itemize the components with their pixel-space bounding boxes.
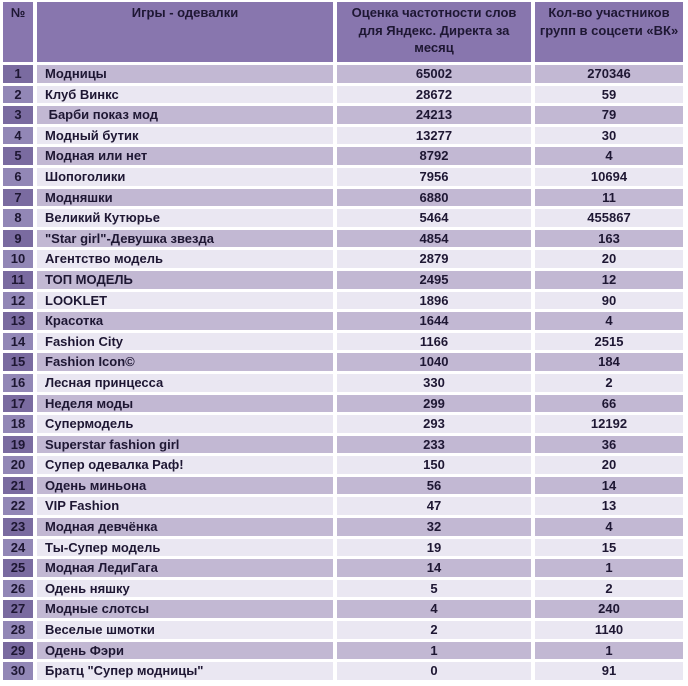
table-row	[3, 518, 683, 536]
frequency-value: 4854	[337, 230, 531, 248]
game-name: VIP Fashion	[37, 497, 333, 515]
frequency-value: 28672	[337, 86, 531, 104]
row-number: 1	[3, 65, 33, 83]
vk-members-value: 13	[535, 497, 683, 515]
row-number: 21	[3, 477, 33, 495]
row-number: 27	[3, 600, 33, 618]
vk-members-value: 2	[535, 580, 683, 598]
table-row	[3, 271, 683, 289]
table-row	[3, 539, 683, 557]
game-name: Fashion City	[37, 333, 333, 351]
frequency-value: 1166	[337, 333, 531, 351]
vk-members-value: 79	[535, 106, 683, 124]
vk-members-value: 11	[535, 189, 683, 207]
row-number: 17	[3, 395, 33, 413]
table-row	[3, 86, 683, 104]
table-row	[3, 497, 683, 515]
frequency-value: 1896	[337, 292, 531, 310]
table-row	[3, 333, 683, 351]
table-row	[3, 477, 683, 495]
vk-members-value: 30	[535, 127, 683, 145]
frequency-value: 5464	[337, 209, 531, 227]
vk-members-value: 270346	[535, 65, 683, 83]
vk-members-value: 90	[535, 292, 683, 310]
vk-members-value: 1140	[535, 621, 683, 639]
row-number: 26	[3, 580, 33, 598]
row-number: 24	[3, 539, 33, 557]
vk-members-value: 12	[535, 271, 683, 289]
game-name: Модная или нет	[37, 147, 333, 165]
frequency-value: 13277	[337, 127, 531, 145]
row-number: 6	[3, 168, 33, 186]
vk-members-value: 184	[535, 353, 683, 371]
column-header-game-name: Игры - одевалки	[37, 2, 333, 62]
row-number: 15	[3, 353, 33, 371]
vk-members-value: 240	[535, 600, 683, 618]
table-row	[3, 395, 683, 413]
row-number: 2	[3, 86, 33, 104]
frequency-value: 19	[337, 539, 531, 557]
frequency-value: 330	[337, 374, 531, 392]
row-number: 11	[3, 271, 33, 289]
vk-members-value: 1	[535, 559, 683, 577]
frequency-value: 56	[337, 477, 531, 495]
vk-members-value: 20	[535, 250, 683, 268]
frequency-value: 14	[337, 559, 531, 577]
table-row	[3, 230, 683, 248]
table-row	[3, 106, 683, 124]
table-row	[3, 147, 683, 165]
frequency-value: 2495	[337, 271, 531, 289]
vk-members-value: 14	[535, 477, 683, 495]
vk-members-value: 36	[535, 436, 683, 454]
vk-members-value: 4	[535, 312, 683, 330]
game-name: Одень миньона	[37, 477, 333, 495]
row-number: 3	[3, 106, 33, 124]
table-row	[3, 559, 683, 577]
table-row	[3, 65, 683, 83]
game-name: Неделя моды	[37, 395, 333, 413]
row-number: 28	[3, 621, 33, 639]
row-number: 22	[3, 497, 33, 515]
row-number: 19	[3, 436, 33, 454]
table-row	[3, 415, 683, 433]
row-number: 8	[3, 209, 33, 227]
vk-members-value: 91	[535, 662, 683, 680]
table-row	[3, 250, 683, 268]
row-number: 7	[3, 189, 33, 207]
game-name: Клуб Винкс	[37, 86, 333, 104]
game-name: Одень Фэри	[37, 642, 333, 660]
game-name: Ты-Супер модель	[37, 539, 333, 557]
table-row	[3, 580, 683, 598]
frequency-value: 65002	[337, 65, 531, 83]
frequency-value: 7956	[337, 168, 531, 186]
vk-members-value: 4	[535, 518, 683, 536]
frequency-value: 8792	[337, 147, 531, 165]
vk-members-value: 66	[535, 395, 683, 413]
vk-members-value: 1	[535, 642, 683, 660]
vk-members-value: 163	[535, 230, 683, 248]
game-name: Шопоголики	[37, 168, 333, 186]
table-row	[3, 189, 683, 207]
row-number: 23	[3, 518, 33, 536]
table-row	[3, 168, 683, 186]
game-name: Супермодель	[37, 415, 333, 433]
column-header-frequency: Оценка частотности слов для Яндекс. Директа за месяц	[337, 2, 531, 62]
game-name: Барби показ мод	[37, 106, 333, 124]
game-name: Веселые шмотки	[37, 621, 333, 639]
game-name: Одень няшку	[37, 580, 333, 598]
frequency-value: 1644	[337, 312, 531, 330]
game-name: Fashion Icon©	[37, 353, 333, 371]
row-number: 20	[3, 456, 33, 474]
frequency-value: 1	[337, 642, 531, 660]
row-number: 16	[3, 374, 33, 392]
game-name: Superstar fashion girl	[37, 436, 333, 454]
row-number: 30	[3, 662, 33, 680]
vk-members-value: 59	[535, 86, 683, 104]
column-header-vk-members: Кол-во участников групп в соцсети «ВК»	[535, 2, 683, 62]
row-number: 10	[3, 250, 33, 268]
row-number: 5	[3, 147, 33, 165]
game-name: Модная девчёнка	[37, 518, 333, 536]
game-name: Красотка	[37, 312, 333, 330]
game-name: Модницы	[37, 65, 333, 83]
row-number: 13	[3, 312, 33, 330]
frequency-value: 5	[337, 580, 531, 598]
row-number: 29	[3, 642, 33, 660]
frequency-value: 1040	[337, 353, 531, 371]
frequency-value: 293	[337, 415, 531, 433]
row-number: 12	[3, 292, 33, 310]
game-name: ТОП МОДЕЛЬ	[37, 271, 333, 289]
table-row	[3, 292, 683, 310]
vk-members-value: 20	[535, 456, 683, 474]
table-row	[3, 456, 683, 474]
game-name: Модный бутик	[37, 127, 333, 145]
vk-members-value: 455867	[535, 209, 683, 227]
frequency-value: 47	[337, 497, 531, 515]
vk-members-value: 10694	[535, 168, 683, 186]
game-name: Великий Кутюрье	[37, 209, 333, 227]
table-row	[3, 642, 683, 660]
row-number: 18	[3, 415, 33, 433]
frequency-value: 24213	[337, 106, 531, 124]
table-row	[3, 312, 683, 330]
game-name: "Star girl"-Девушка звезда	[37, 230, 333, 248]
frequency-value: 233	[337, 436, 531, 454]
table-row	[3, 621, 683, 639]
row-number: 25	[3, 559, 33, 577]
game-name: Модная ЛедиГага	[37, 559, 333, 577]
row-number: 14	[3, 333, 33, 351]
table-row	[3, 353, 683, 371]
table-row	[3, 436, 683, 454]
vk-members-value: 2515	[535, 333, 683, 351]
table-row	[3, 600, 683, 618]
table-row	[3, 374, 683, 392]
vk-members-value: 15	[535, 539, 683, 557]
game-name: Братц "Супер модницы"	[37, 662, 333, 680]
frequency-value: 0	[337, 662, 531, 680]
game-name: Агентство модель	[37, 250, 333, 268]
header-row	[3, 2, 683, 62]
frequency-value: 150	[337, 456, 531, 474]
table-row	[3, 209, 683, 227]
frequency-value: 2	[337, 621, 531, 639]
table-header	[3, 2, 683, 62]
game-name: Модные слотсы	[37, 600, 333, 618]
game-name: Супер одевалка Раф!	[37, 456, 333, 474]
table-row	[3, 127, 683, 145]
game-name: Модняшки	[37, 189, 333, 207]
table-row	[3, 662, 683, 680]
frequency-value: 299	[337, 395, 531, 413]
vk-members-value: 2	[535, 374, 683, 392]
game-name: LOOKLET	[37, 292, 333, 310]
column-header-number: №	[3, 2, 33, 62]
row-number: 4	[3, 127, 33, 145]
row-number: 9	[3, 230, 33, 248]
vk-members-value: 4	[535, 147, 683, 165]
game-name: Лесная принцесса	[37, 374, 333, 392]
frequency-value: 6880	[337, 189, 531, 207]
frequency-value: 2879	[337, 250, 531, 268]
frequency-value: 4	[337, 600, 531, 618]
table-body	[3, 65, 683, 680]
vk-members-value: 12192	[535, 415, 683, 433]
frequency-value: 32	[337, 518, 531, 536]
